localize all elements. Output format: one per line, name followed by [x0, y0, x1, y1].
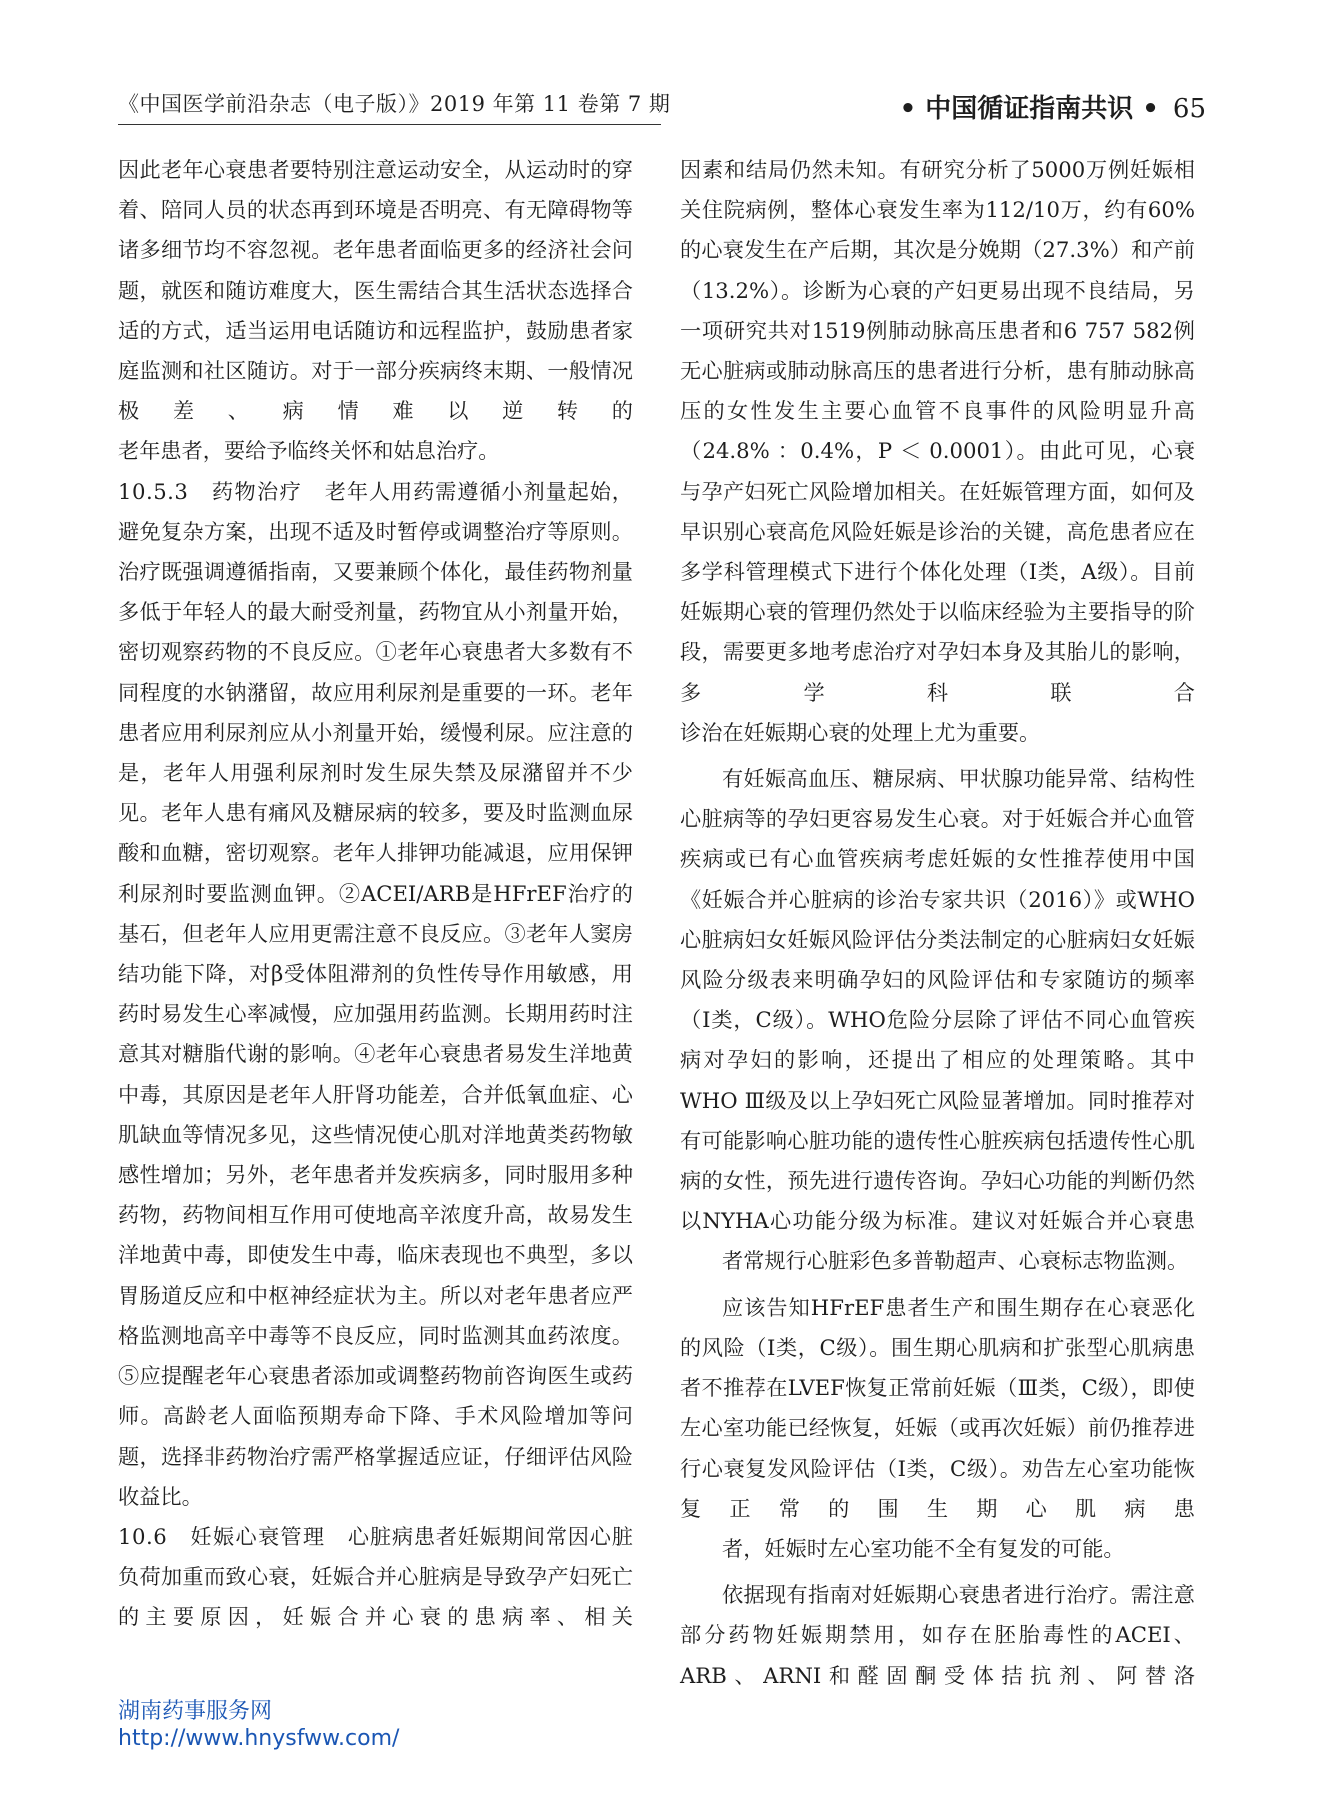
- right-paragraph-2: [680, 759, 1195, 1282]
- left-paragraph-1: [118, 150, 633, 472]
- right-paragraph-2-body: 有妊娠高血压、糖尿病、甲状腺功能异常、结构性心脏病等的孕妇更容易发生心衰。对于妊娠合并心血管疾病或已有心血管疾病考虑妊娠的女性推荐使用中国《妊娠合并心脏病的诊治专家共识（2016）》或WHO心脏病妇女妊娠风险评估分类法制定的心脏病妇女妊娠风险分级表来明确孕妇的风险评估和专家随访的频率（Ⅰ类，C级）。WHO危险分层除了评估不同心血管疾病对孕妇的影响，还提出了相应的处理策略。其中WHO Ⅲ级及以上孕妇死亡风险显著增加。同时推荐对有可能影响心脏功能的遗传性心脏疾病包括遗传性心肌病的女性，预先进行遗传咨询。孕妇心功能的判断仍然以NYHA心功能分级为标准。建议对妊娠合并心衰患: [680, 766, 1195, 1234]
- right-paragraph-2-last-line: 者常规行心脏彩色多普勒超声、心衰标志物监测。: [722, 1248, 1189, 1274]
- left-paragraph-2-last-line: 收益比。: [118, 1483, 203, 1509]
- section-heading-10-5-3: 10.5.3 药物治疗: [118, 478, 325, 504]
- right-paragraph-1-last-line: 诊治在妊娠期心衰的处理上尤为重要。: [680, 719, 1041, 745]
- right-paragraph-4: [680, 1575, 1195, 1696]
- left-paragraph-3-body: 心脏病患者妊娠期间常因心脏负荷加重而致心衰，妊娠合并心脏病是导致孕产妇死亡的主要原因，妊娠合并心衰的患病率、相关: [118, 1523, 633, 1630]
- right-paragraph-3: [680, 1288, 1195, 1569]
- right-paragraph-4-body: 依据现有指南对妊娠期心衰患者进行治疗。需注意部分药物妊娠期禁用，如存在胚胎毒性的ACEI、ARB、ARNI和醛固酮受体拮抗剂、阿替洛: [680, 1582, 1195, 1688]
- left-paragraph-3: [118, 1517, 633, 1638]
- header-rule: [118, 124, 661, 125]
- watermark-footer: [118, 1698, 399, 1752]
- right-paragraph-1: [680, 150, 1195, 753]
- section-header: [900, 88, 1206, 125]
- section-heading-10-6: 10.6 妊娠心衰管理: [118, 1523, 348, 1549]
- left-column: [118, 150, 633, 1638]
- right-paragraph-1-body: 因素和结局仍然未知。有研究分析了5000万例妊娠相关住院病例，整体心衰发生率为112/10万，约有60%的心衰发生在产后期，其次是分娩期（27.3%）和产前（13.2%）。诊断为心衰的产妇更易出现不良结局，另一项研究共对1519例肺动脉高压患者和6 757 582例无心脏病或肺动脉高压的患者进行分析，患有肺动脉高压的女性发生主要心血管不良事件的风险明显升高（24.8% ：0.4%，P ＜ 0.0001）。由此可见，心衰与孕产妇死亡风险增加相关。在妊娠管理方面，如何及早识别心衰高危风险妊娠是诊治的关键，高危患者应在多学科管理模式下进行个体化处理（Ⅰ类，A级）。目前妊娠期心衰的管理仍然处于以临床经验为主要指导的阶段，需要更多地考虑治疗对孕妇本身及其胎儿的影响，多学科联合: [680, 157, 1195, 705]
- right-column: [680, 150, 1195, 1696]
- left-paragraph-2-body: 老年人用药需遵循小剂量起始，避免复杂方案，出现不适及时暂停或调整治疗等原则。治疗既强调遵循指南，又要兼顾个体化，最佳药物剂量多低于年轻人的最大耐受剂量，药物宜从小剂量开始，密切观察药物的不良反应。①老年心衰患者大多数有不同程度的水钠潴留，故应用利尿剂是重要的一环。老年患者应用利尿剂应从小剂量开始，缓慢利尿。应注意的是，老年人用强利尿剂时发生尿失禁及尿潴留并不少见。老年人患有痛风及糖尿病的较多，要及时监测血尿酸和血糖，密切观察。老年人排钾功能减退，应用保钾利尿剂时要监测血钾。②ACEI/ARB是HFrEF治疗的基石，但老年人应用更需注意不良反应。③老年人窦房结功能下降，对β受体阻滞剂的负性传导作用敏感，用药时易发生心率减慢，应加强用药监测。长期用药时注意其对糖脂代谢的影响。④老年心衰患者易发生洋地黄中毒，其原因是老年人肝肾功能差，合并低氧血症、心肌缺血等情况多见，这些情况使心肌对洋地黄类药物敏感性增加；另外，老年患者并发疾病多，同时服用多种药物，药物间相互作用可使地高辛浓度升高，故易发生洋地黄中毒，即使发生中毒，临床表现也不典型，多以胃肠道反应和中枢神经症状为主。所以对老年患者应严格监测地高辛中毒等不良反应，同时监测其血药浓度。⑤应提醒老年心衰患者添加或调整药物前咨询医生或药师。高龄老人面临预期寿命下降、手术风险增加等问题，选择非药物治疗需严格掌握适应证，仔细评估风险: [118, 478, 633, 1469]
- watermark-site-name: 湖南药事服务网: [118, 1699, 273, 1724]
- left-paragraph-1-body: 因此老年心衰患者要特别注意运动安全，从运动时的穿着、陪同人员的状态再到环境是否明亮、有无障碍物等诸多细节均不容忽视。老年患者面临更多的经济社会问题，就医和随访难度大，医生需结合其生活状态选择合适的方式，适当运用电话随访和远程监护，鼓励患者家庭监测和社区随访。对于一部分疾病终末期、一般情况极差、病情难以逆转的: [118, 157, 633, 424]
- right-paragraph-3-body: 应该告知HFrEF患者生产和围生期存在心衰恶化的风险（Ⅰ类，C级）。围生期心肌病和扩张型心肌病患者不推荐在LVEF恢复正常前妊娠（Ⅲ类，C级），即使左心室功能已经恢复，妊娠（或再次妊娠）前仍推荐进行心衰复发风险评估（Ⅰ类，C级）。劝告左心室功能恢复正常的围生期心肌病患: [680, 1294, 1195, 1521]
- page-number: 65: [1172, 94, 1206, 124]
- section-title: • 中国循证指南共识 •: [899, 94, 1159, 124]
- watermark-site-url[interactable]: http://www.hnysfww.com/: [118, 1726, 400, 1751]
- journal-header: 《中国医学前沿杂志（电子版）》2019 年第 11 卷第 7 期: [118, 92, 671, 116]
- left-paragraph-2: [118, 472, 633, 1517]
- left-paragraph-1-last-line: 老年患者，要给予临终关怀和姑息治疗。: [118, 438, 500, 464]
- right-paragraph-3-last-line: 者，妊娠时左心室功能不全有复发的可能。: [722, 1535, 1125, 1561]
